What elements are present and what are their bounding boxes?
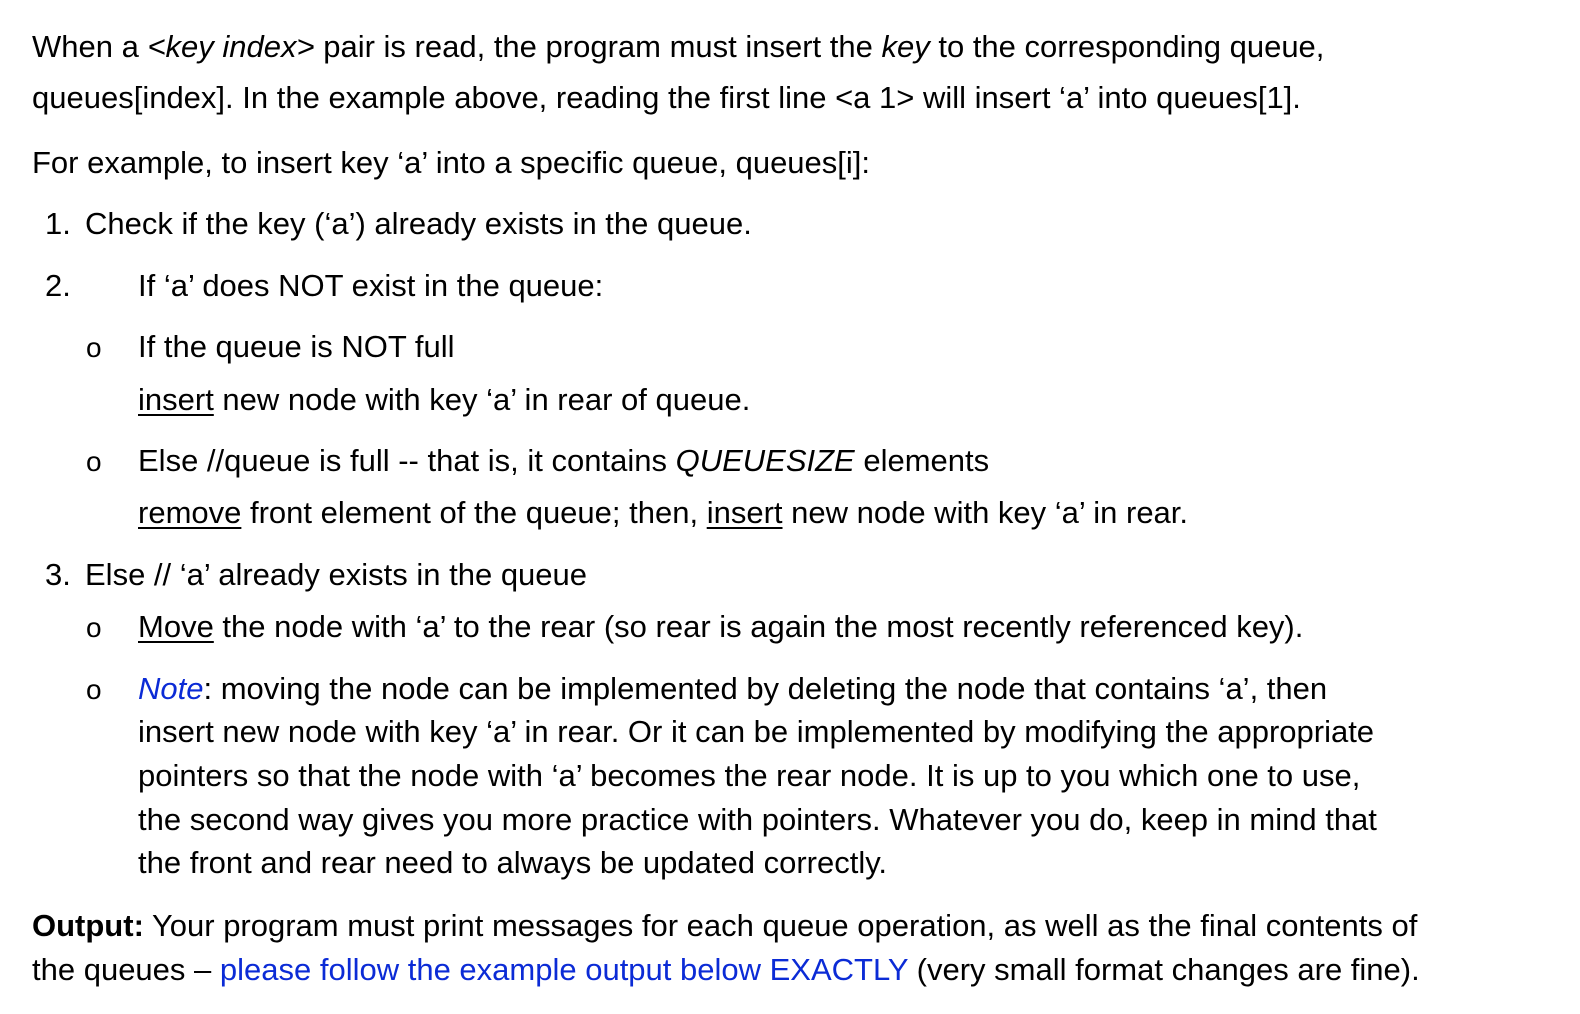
- example-output-link-text: please follow the example output below EXACTLY: [219, 952, 909, 987]
- bullet-3-line-1: [138, 611, 1303, 642]
- intro-line-1: [32, 31, 1324, 62]
- bullet-text: new node with key ‘a’ in rear of queue.: [213, 382, 751, 417]
- insert-term: insert: [138, 382, 214, 417]
- output-text: Your program must print messages for each queue operation, as well as the final contents of: [143, 908, 1418, 943]
- output-label: Output:: [32, 908, 144, 943]
- note-label: Note: [138, 671, 204, 706]
- bullet-text: the node with ‘a’ to the rear (so rear is again the most recently referenced key).: [213, 609, 1304, 644]
- note-line-3: pointers so that the node with ‘a’ becomes the rear node. It is up to you which one to use,: [138, 758, 1361, 793]
- bullet-2-line-1: [138, 445, 989, 476]
- bullet-text: elements: [854, 443, 990, 478]
- step-2-number: 2.: [45, 268, 71, 303]
- bullet-icon: o: [86, 612, 102, 643]
- intro-text: pair is read, the program must insert the: [314, 29, 882, 64]
- step-1-number: 1.: [45, 206, 71, 241]
- intro-text: to the corresponding queue,: [929, 29, 1325, 64]
- note-line-4: the second way gives you more practice with pointers. Whatever you do, keep in mind that: [138, 802, 1377, 837]
- output-text: (very small format changes are fine).: [908, 952, 1420, 987]
- bullet-2-line-2: [138, 497, 1188, 528]
- bullet-text: Else //queue is full -- that is, it contains: [138, 443, 676, 478]
- bullet-text: front element of the queue; then,: [241, 495, 707, 530]
- remove-term: remove: [138, 495, 242, 530]
- step-3-number: 3.: [45, 557, 71, 592]
- note-line-2: insert new node with key ‘a’ in rear. Or it can be implemented by modifying the appropriate: [138, 714, 1375, 749]
- bullet-icon: o: [86, 674, 102, 705]
- bullet-1-line-1: If the queue is NOT full: [138, 329, 455, 364]
- note-line-5: the front and rear need to always be updated correctly.: [138, 845, 888, 880]
- intro-line-2: queues[index]. In the example above, reading the first line <a 1> will insert ‘a’ into queues[1].: [32, 80, 1301, 115]
- bullet-1-line-2: [138, 384, 750, 415]
- key-term: key: [881, 29, 930, 64]
- example-heading: For example, to insert key ‘a’ into a specific queue, queues[i]:: [32, 145, 871, 180]
- move-term: Move: [138, 609, 214, 644]
- bullet-text: new node with key ‘a’ in rear.: [782, 495, 1189, 530]
- output-line-2: [32, 954, 1420, 985]
- key-index-term: <key index>: [147, 29, 315, 64]
- step-2-text: If ‘a’ does NOT exist in the queue:: [138, 268, 604, 303]
- note-line-1: [138, 673, 1327, 704]
- bullet-icon: o: [86, 332, 102, 363]
- insert-term: insert: [706, 495, 783, 530]
- bullet-icon: o: [86, 446, 102, 477]
- note-text: : moving the node can be implemented by deleting the node that contains ‘a’, then: [203, 671, 1328, 706]
- queuesize-term: QUEUESIZE: [675, 443, 855, 478]
- output-line-1: [32, 910, 1417, 941]
- intro-text: When a: [32, 29, 148, 64]
- step-3-text: Else // ‘a’ already exists in the queue: [85, 557, 588, 592]
- output-text: the queues –: [32, 952, 220, 987]
- step-1-text: Check if the key (‘a’) already exists in the queue.: [85, 206, 752, 241]
